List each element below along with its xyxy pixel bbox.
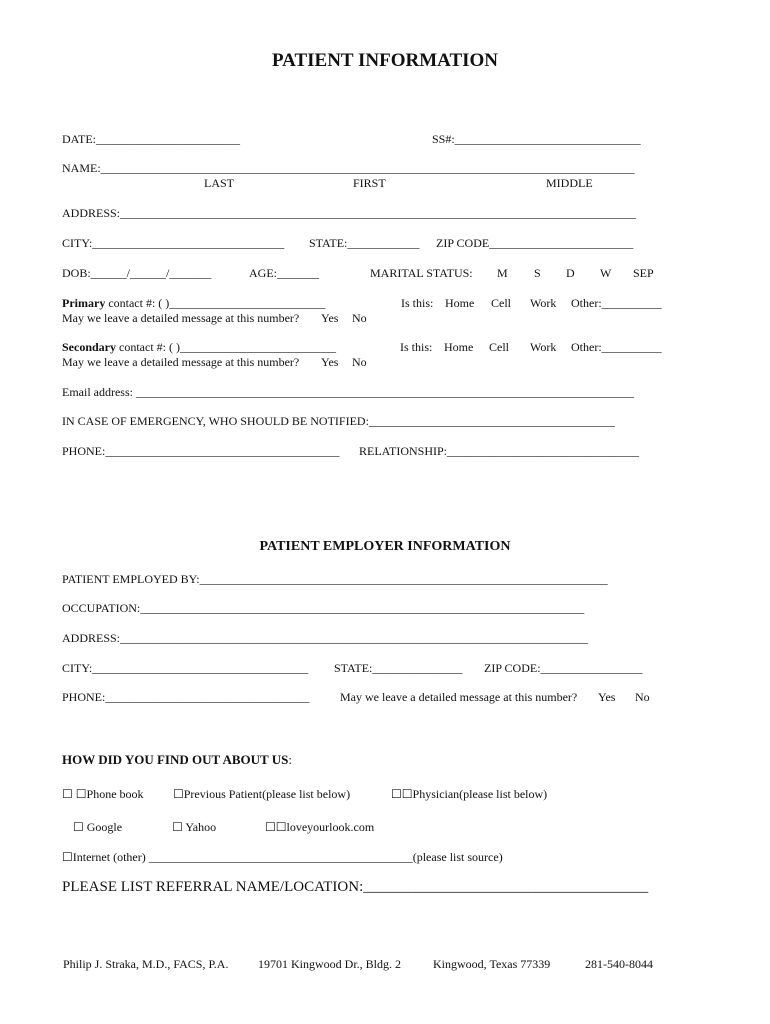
primary-contact-blank[interactable]: contact #: ( )__________________________ xyxy=(108,296,326,310)
secondary-contact-label: Secondary xyxy=(62,340,116,354)
primary-option-home[interactable]: Home xyxy=(445,296,475,310)
name-field[interactable]: NAME:_________________________________________________________________________________________ xyxy=(62,161,635,175)
employer-name-field[interactable]: PATIENT EMPLOYED BY:____________________________________________________________________ xyxy=(62,572,608,586)
checkbox-phone-book[interactable]: ☐ ☐Phone book xyxy=(62,787,144,801)
relationship-field[interactable]: RELATIONSHIP:________________________________ xyxy=(359,444,640,458)
secondary-contact-field[interactable] xyxy=(62,340,336,354)
marital-option-sep[interactable]: SEP xyxy=(633,266,654,280)
emergency-phone-field[interactable]: PHONE:_______________________________________ xyxy=(62,444,340,458)
secondary-option-cell[interactable]: Cell xyxy=(489,340,509,354)
secondary-message-no[interactable]: No xyxy=(352,355,367,369)
age-field[interactable]: AGE:_______ xyxy=(249,266,319,280)
checkbox-yahoo[interactable]: ☐ Yahoo xyxy=(172,820,217,834)
employer-message-yes[interactable]: Yes xyxy=(598,690,616,704)
name-last-label: LAST xyxy=(204,176,234,190)
secondary-contact-blank[interactable]: contact #: ( )__________________________ xyxy=(119,340,336,354)
marital-option-w[interactable]: W xyxy=(600,266,612,280)
primary-message-question: May we leave a detailed message at this number? xyxy=(62,311,300,325)
employer-message-no[interactable]: No xyxy=(635,690,650,704)
employer-city-field[interactable]: CITY:____________________________________ xyxy=(62,661,309,675)
footer-phone: 281-540-8044 xyxy=(585,957,653,971)
employer-section-title: PATIENT EMPLOYER INFORMATION xyxy=(259,539,511,554)
ss-field[interactable]: SS#:_______________________________ xyxy=(432,132,641,146)
secondary-option-work[interactable]: Work xyxy=(530,340,557,354)
dob-field[interactable]: DOB:______/______/_______ xyxy=(62,266,212,280)
secondary-isthis-label: Is this: xyxy=(400,340,433,354)
primary-isthis-label: Is this: xyxy=(401,296,434,310)
secondary-option-other[interactable]: Other:__________ xyxy=(571,340,662,354)
city-field[interactable]: CITY:________________________________ xyxy=(62,236,285,250)
primary-contact-field[interactable] xyxy=(62,296,325,310)
checkbox-internet-other[interactable]: ☐Internet (other) ____________________________________________(please list source) xyxy=(62,850,503,864)
primary-option-cell[interactable]: Cell xyxy=(491,296,511,310)
secondary-option-home[interactable]: Home xyxy=(444,340,474,354)
checkbox-google[interactable]: ☐ Google xyxy=(73,820,123,834)
marital-option-d[interactable]: D xyxy=(566,266,575,280)
marital-option-s[interactable]: S xyxy=(534,266,541,280)
date-field[interactable]: DATE:________________________ xyxy=(62,132,240,146)
primary-message-no[interactable]: No xyxy=(352,311,367,325)
page-title: PATIENT INFORMATION xyxy=(271,50,499,71)
emergency-contact-field[interactable]: IN CASE OF EMERGENCY, WHO SHOULD BE NOTIFIED:_________________________________________ xyxy=(62,414,615,428)
name-middle-label: MIDDLE xyxy=(546,176,593,190)
checkbox-previous-patient[interactable]: ☐Previous Patient(please list below) xyxy=(173,787,351,801)
footer-street: 19701 Kingwood Dr., Bldg. 2 xyxy=(258,957,402,971)
referral-name-field[interactable]: PLEASE LIST REFERRAL NAME/LOCATION:______________________________________ xyxy=(62,879,649,895)
marital-option-m[interactable]: M xyxy=(497,266,508,280)
employer-message-question: May we leave a detailed message at this number? xyxy=(340,690,578,704)
referral-source-heading xyxy=(62,752,292,768)
email-field[interactable]: Email address: ___________________________________________________________________________________ xyxy=(62,385,634,399)
primary-option-other[interactable]: Other:__________ xyxy=(571,296,662,310)
referral-source-heading-colon: : xyxy=(288,752,292,767)
primary-message-yes[interactable]: Yes xyxy=(321,311,339,325)
checkbox-physician[interactable]: ☐☐Physician(please list below) xyxy=(391,787,548,801)
secondary-message-yes[interactable]: Yes xyxy=(321,355,339,369)
address-field[interactable]: ADDRESS:______________________________________________________________________________________ xyxy=(62,206,637,220)
employer-zip-field[interactable]: ZIP CODE:_________________ xyxy=(484,661,643,675)
occupation-field[interactable]: OCCUPATION:__________________________________________________________________________ xyxy=(62,601,585,615)
employer-phone-field[interactable]: PHONE:__________________________________ xyxy=(62,690,310,704)
marital-status-label: MARITAL STATUS: xyxy=(370,266,473,280)
primary-contact-label: Primary xyxy=(62,296,106,310)
footer-city: Kingwood, Texas 77339 xyxy=(433,957,551,971)
referral-source-heading-text: HOW DID YOU FIND OUT ABOUT US xyxy=(62,752,289,767)
zip-field[interactable]: ZIP CODE________________________ xyxy=(436,236,634,250)
employer-address-field[interactable]: ADDRESS:______________________________________________________________________________ xyxy=(62,631,589,645)
footer-doctor: Philip J. Straka, M.D., FACS, P.A. xyxy=(63,957,229,971)
checkbox-loveyourlook[interactable]: ☐☐loveyourlook.com xyxy=(265,820,375,834)
employer-state-field[interactable]: STATE:_______________ xyxy=(334,661,463,675)
secondary-message-question: May we leave a detailed message at this number? xyxy=(62,355,300,369)
state-field[interactable]: STATE:____________ xyxy=(309,236,420,250)
primary-option-work[interactable]: Work xyxy=(530,296,557,310)
name-first-label: FIRST xyxy=(353,176,386,190)
